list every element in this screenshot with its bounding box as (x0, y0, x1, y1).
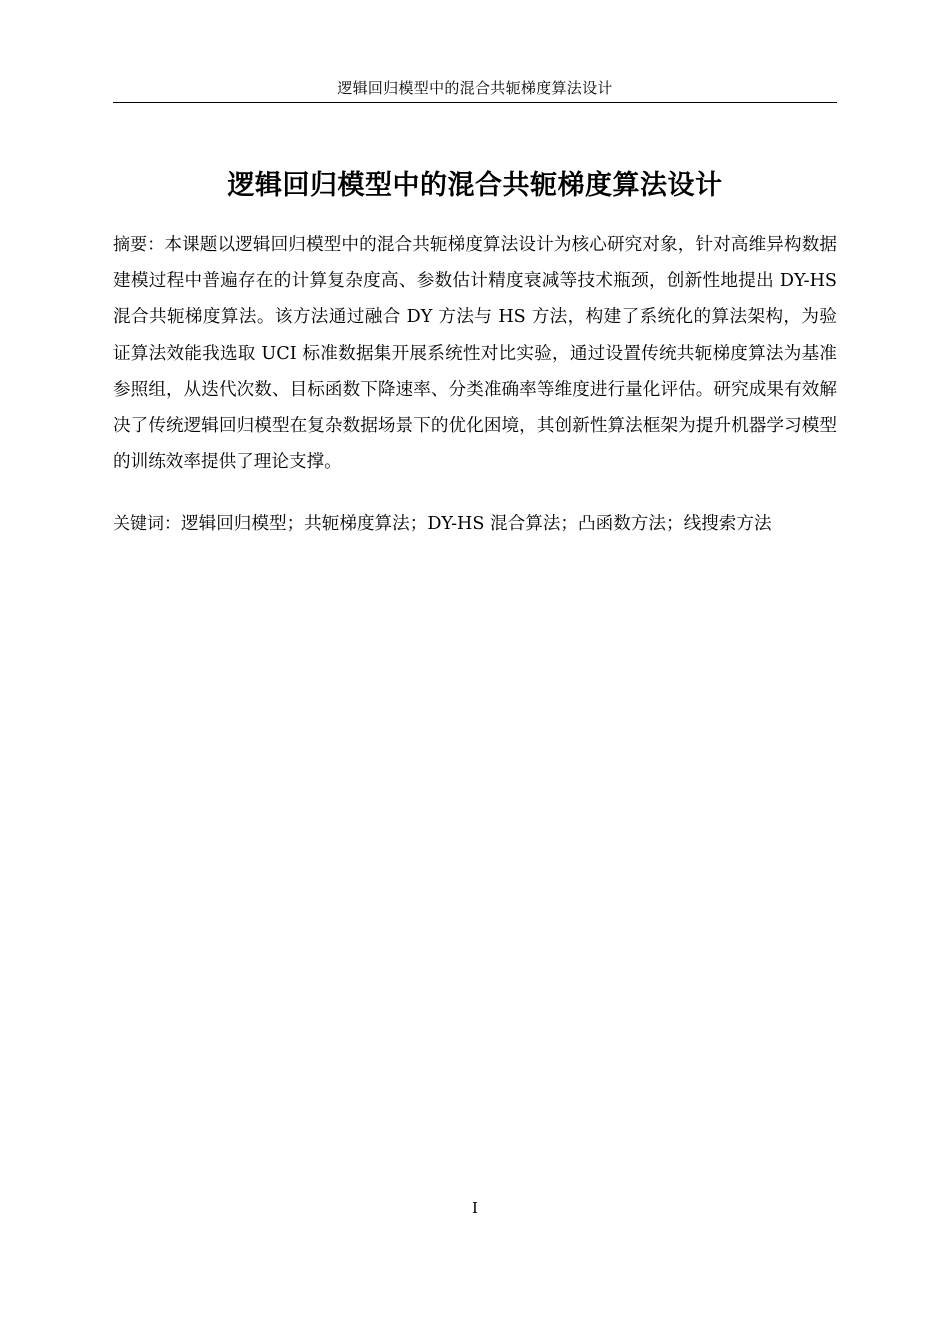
abstract-text: 本课题以逻辑回归模型中的混合共轭梯度算法设计为核心研究对象，针对高维异构数据建模过程中普遍存在的计算复杂度高、参数估计精度衰减等技术瓶颈，创新性地提出 DY-HS 混合共轭梯度算法。该方法通过融合 DY 方法与 HS 方法，构建了系统化的算法架构，为验证算法效能我选取 UCI 标准数据集开展系统性对比实验，通过设置传统共轭梯度算法为基准参照组，从迭代次数、目标函数下降速率、分类准确率等维度进行量化评估。研究成果有效解决了传统逻辑回归模型在复杂数据场景下的优化困境，其创新性算法框架为提升机器学习模型的训练效率提供了理论支撑。 (113, 235, 838, 473)
keywords-label: 关键词： (113, 514, 181, 534)
abstract-label: 摘要： (113, 235, 165, 255)
header-rule (113, 102, 837, 103)
keywords-line (113, 506, 837, 542)
abstract-paragraph (113, 227, 837, 480)
running-header: 逻辑回归模型中的混合共轭梯度算法设计 (337, 79, 613, 97)
keywords-text: 逻辑回归模型；共轭梯度算法；DY-HS 混合算法；凸函数方法；线搜索方法 (181, 514, 772, 534)
page-number: I (472, 1199, 478, 1217)
paper-title: 逻辑回归模型中的混合共轭梯度算法设计 (227, 170, 723, 201)
